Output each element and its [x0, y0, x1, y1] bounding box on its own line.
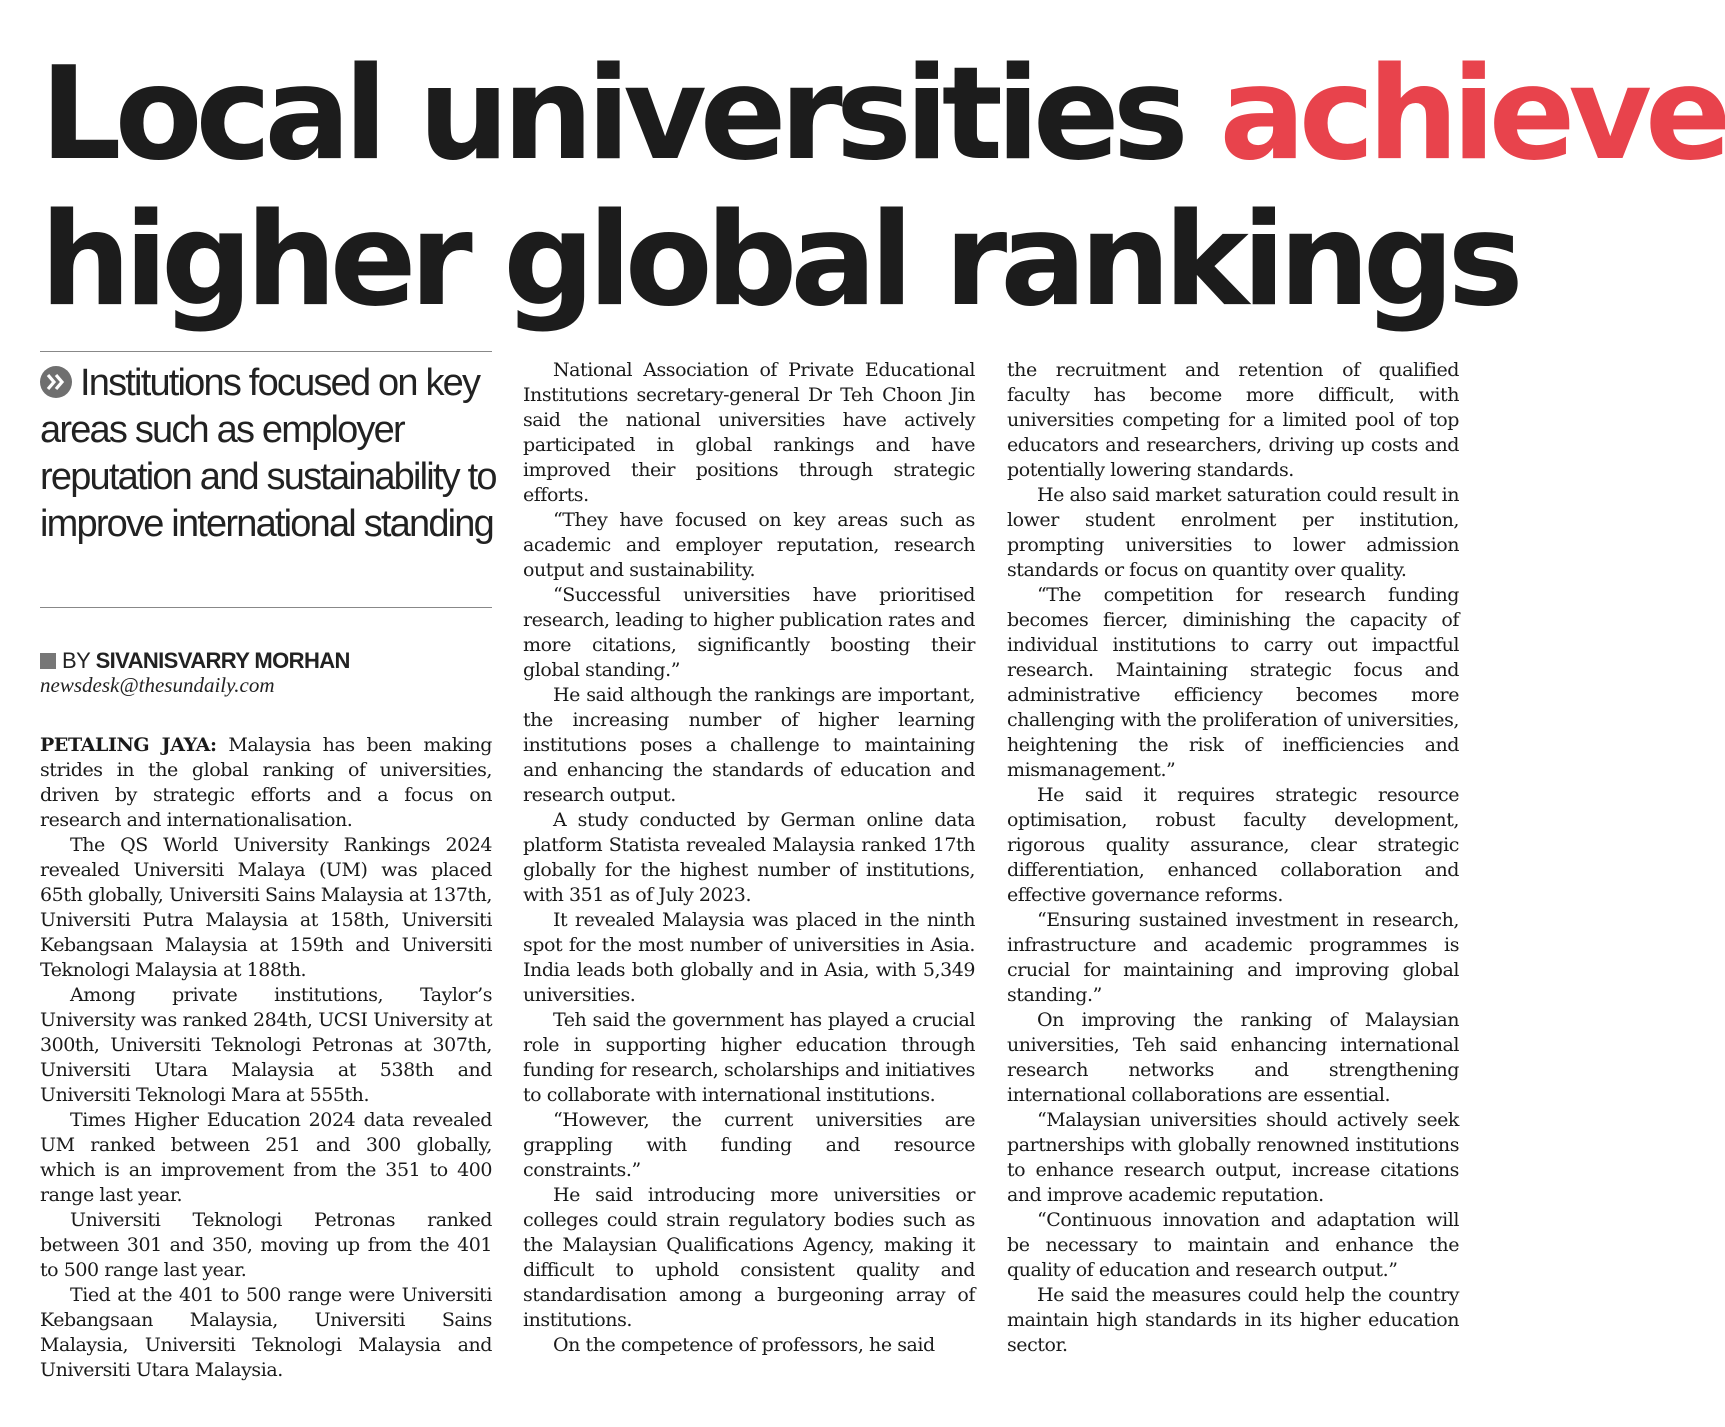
headline-part2: higher global rankings: [40, 186, 1517, 335]
article-paragraph: Universiti Teknologi Petronas ranked between 301 and 350, moving up from the 401 to 500 range last year.: [40, 1209, 492, 1281]
article-paragraph: “However, the current universities are grappling with funding and resource constraints.”: [523, 1109, 975, 1181]
article-paragraph: He said it requires strategic resource optimisation, robust faculty development, rigorous quality assurance, clear strategic differentiation, enhanced collaboration and effective governance reforms.: [1007, 784, 1459, 906]
article-paragraph: “The competition for research funding becomes fiercer, diminishing the capacity of individual institutions to carry out impactful research. Maintaining strategic focus and administrative efficiency becomes more challenging with the proliferation of universities, heightening the risk of inefficiencies and mismanagement.”: [1007, 584, 1459, 781]
article-paragraph: Teh said the government has played a crucial role in supporting higher education through funding for research, scholarships and initiatives to collaborate with international institutions.: [523, 1009, 975, 1106]
article-paragraph: Among private institutions, Taylor’s University was ranked 284th, UCSI University at 300th, Universiti Teknologi Petronas at 307th, Universiti Utara Malaysia at 538th and Universiti Teknologi Mara at 555th.: [40, 984, 492, 1106]
article-paragraph: He said although the rankings are important, the increasing number of higher learning institutions poses a challenge to maintaining and enhancing the standards of education and research output.: [523, 684, 975, 806]
article-paragraph: “Successful universities have prioritised research, leading to higher publication rates and more citations, significantly boosting their global standing.”: [523, 584, 975, 681]
article-paragraph: A study conducted by German online data platform Statista revealed Malaysia ranked 17th globally for the highest number of institutions, with 351 as of July 2023.: [523, 809, 975, 906]
article-paragraph: “Continuous innovation and adaptation will be necessary to maintain and enhance the quality of education and research output.”: [1007, 1209, 1459, 1281]
article-column-2: [523, 358, 975, 1358]
article-paragraph: “Malaysian universities should actively seek partnerships with globally renowned institutions to enhance research output, increase citations and improve academic reputation.: [1007, 1109, 1459, 1206]
article-paragraph: On the competence of professors, he said: [553, 1334, 935, 1356]
standfirst-text: Institutions focused on key areas such as employer reputation and sustainability to improve international standing: [40, 362, 496, 545]
standfirst: [40, 360, 500, 548]
dateline: PETALING JAYA:: [40, 734, 217, 756]
byline: [40, 648, 500, 674]
headline-accent: achieve: [1219, 40, 1725, 189]
author-name: SIVANISVARRY MORHAN: [95, 648, 350, 673]
author-email: newsdesk@thesundaily.com: [40, 673, 275, 697]
top-divider: [40, 351, 492, 352]
article-paragraph: National Association of Private Educational Institutions secretary-general Dr Teh Choon Jin said the national universities have actively participated in global rankings and have improved their positions through strategic efforts.: [523, 359, 975, 506]
article-paragraph: Tied at the 401 to 500 range were Universiti Kebangsaan Malaysia, Universiti Sains Malaysia, Universiti Teknologi Malaysia and Universiti Utara Malaysia.: [40, 1284, 492, 1381]
article-paragraph: the recruitment and retention of qualified faculty has become more difficult, with universities competing for a limited pool of top educators and researchers, driving up costs and potentially lowering standards.: [1007, 359, 1459, 481]
headline-part1: Local universities: [40, 40, 1220, 189]
article-column-3: [1007, 358, 1459, 1358]
article-column-1: [40, 733, 492, 1383]
article-paragraph: On improving the ranking of Malaysian universities, Teh said enhancing international research networks and strengthening international collaborations are essential.: [1007, 1009, 1459, 1106]
article-paragraph: Times Higher Education 2024 data revealed UM ranked between 251 and 300 globally, which is an improvement from the 351 to 400 range last year.: [40, 1109, 492, 1206]
article-paragraph: “They have focused on key areas such as academic and employer reputation, research output and sustainability.: [523, 509, 975, 581]
headline: [40, 40, 1725, 335]
chevron-right-icon: [40, 366, 72, 398]
article-paragraph: It revealed Malaysia was placed in the ninth spot for the most number of universities in Asia. India leads both globally and in Asia, with 5,349 universities.: [523, 909, 975, 1006]
article-paragraph: He said introducing more universities or colleges could strain regulatory bodies such as the Malaysian Qualifications Agency, making it difficult to uphold consistent quality and standardisation among a burgeoning array of institutions.: [523, 1184, 975, 1331]
article-paragraph: PETALING JAYA: Malaysia has been making strides in the global ranking of universities, driven by strategic efforts and a focus on research and internationalisation.: [40, 734, 492, 831]
byline-by: BY: [62, 648, 96, 673]
article-paragraph: He said the measures could help the country maintain high standards in its higher education sector.: [1007, 1284, 1459, 1356]
bottom-divider: [40, 607, 492, 608]
article-paragraph: “Ensuring sustained investment in research, infrastructure and academic programmes is crucial for maintaining and improving global standing.”: [1007, 909, 1459, 1006]
square-icon: [40, 653, 56, 669]
article-paragraph: He also said market saturation could result in lower student enrolment per institution, prompting universities to lower admission standards or focus on quantity over quality.: [1007, 484, 1459, 581]
article-paragraph: The QS World University Rankings 2024 revealed Universiti Malaya (UM) was placed 65th globally, Universiti Sains Malaysia at 137th, Universiti Putra Malaysia at 158th, Universiti Kebangsaan Malaysia at 159th and Universiti Teknologi Malaysia at 188th.: [40, 834, 492, 981]
